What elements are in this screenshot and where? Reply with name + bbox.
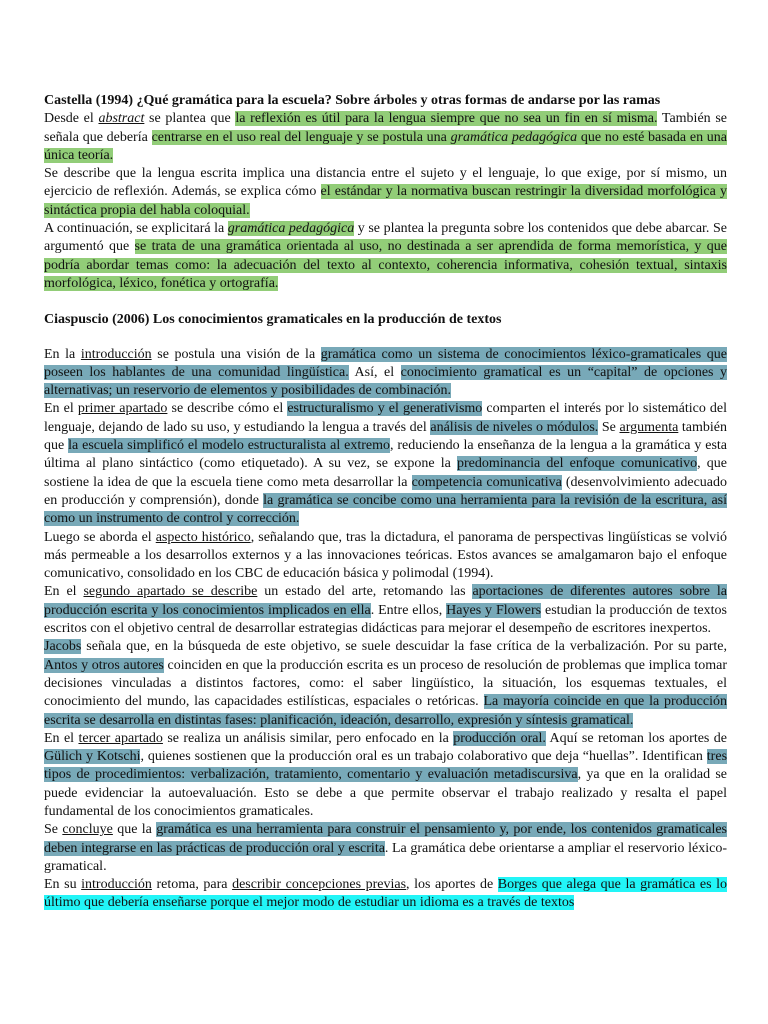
highlighted-text: el estándar y la normativa buscan restringir la diversidad morfológica y sintáctica propia del habla coloquial. bbox=[44, 184, 727, 218]
text-run: se describe cómo el bbox=[167, 401, 288, 417]
highlighted-text: se trata de una gramática orientada al uso, no destinada a ser aprendida de forma memorística, y que podría abordar temas como: la adecuación del texto al contexto, coherencia informativa, cohesión textual, sintaxis morfológica, léxico, fonética y ortografía. bbox=[44, 239, 727, 291]
highlighted-text: Hayes y Flowers bbox=[446, 602, 542, 618]
section-heading-ciaspuscio: Ciaspuscio (2006) Los conocimientos gramaticales en la producción de textos bbox=[44, 312, 502, 328]
highlighted-text: producción oral. bbox=[453, 730, 546, 746]
paragraph bbox=[44, 220, 727, 293]
text-run: retoma, para bbox=[151, 877, 233, 893]
text-run: A continuación, se explicitará la bbox=[44, 221, 228, 237]
highlighted-text: competencia comunicativa bbox=[411, 474, 562, 490]
highlighted-text: introducción bbox=[81, 877, 152, 893]
highlighted-text: tercer apartado bbox=[78, 730, 163, 746]
text-run: , quienes sostienen que la producción oral es un trabajo colaborativo que deja “huellas”. Identifican bbox=[140, 749, 707, 765]
highlighted-text: aportaciones de diferentes autores sobre la producción escrita y los conocimientos implicados en ella bbox=[44, 584, 727, 618]
paragraph bbox=[44, 730, 727, 821]
highlighted-text: gramática pedagógica bbox=[227, 221, 355, 237]
text-run: Se bbox=[598, 419, 620, 435]
heading-spacer bbox=[44, 330, 727, 346]
highlighted-text: centrarse en el uso real del lenguaje y se postula una bbox=[151, 129, 451, 145]
text-run: En el bbox=[44, 730, 79, 746]
highlighted-text: La mayoría coincide en que la producción escrita se desarrolla en distintas fases: planificación, ideación, desarrollo, expresión y síntesis gramatical. bbox=[44, 694, 727, 728]
text-run: se realiza un análisis similar, pero enfocado en la bbox=[162, 730, 454, 746]
paragraph bbox=[44, 638, 727, 729]
text-run: , los aportes de bbox=[406, 877, 498, 893]
text-run: En el bbox=[44, 584, 84, 600]
highlighted-text: gramática pedagógica bbox=[450, 129, 578, 145]
document-page bbox=[44, 92, 727, 913]
text-run: que la bbox=[112, 822, 157, 838]
section-spacer bbox=[44, 293, 727, 311]
text-run: En la bbox=[44, 346, 81, 362]
paragraph bbox=[44, 110, 727, 165]
text-run: se plantea que bbox=[144, 111, 236, 127]
highlighted-text: estructuralismo y el generativismo bbox=[287, 401, 483, 417]
text-run: En el bbox=[44, 401, 78, 417]
text-run: también que bbox=[44, 419, 728, 454]
text-run: . La gramática debe orientarse a ampliar el reservorio léxico-gramatical. bbox=[44, 840, 727, 874]
highlighted-text: describir concepciones previas bbox=[232, 877, 407, 893]
highlighted-text: introducción bbox=[80, 346, 152, 362]
text-run: . Entre ellos, bbox=[370, 602, 447, 618]
highlighted-text: que no esté basada en una única teoría. bbox=[44, 129, 728, 163]
section-ciaspuscio-body bbox=[44, 346, 727, 913]
text-run: coinciden en que la producción escrita es un proceso de resolución de problemas que implica tomar decisiones vinculadas a distintos factores, como: el saber lingüístico, la situación, los esquemas textuales, el conocimiento del mundo, las capacidades estilísticas, espaciales o retóricas. bbox=[44, 657, 727, 710]
paragraph bbox=[44, 821, 727, 876]
paragraph bbox=[44, 400, 727, 528]
highlighted-text: Borges que alega que la gramática es lo último que debería enseñarse porque el mejor modo de estudiar un idioma es a través de textos bbox=[44, 877, 727, 911]
text-run: estudian la producción de textos escritos con el objetivo central de desarrollar estrategias didácticas para mejorar el desempeño de escritores inexpertos. bbox=[44, 602, 727, 637]
paragraph bbox=[44, 529, 727, 584]
highlighted-text: gramática como un sistema de conocimientos léxico-gramaticales que poseen los hablantes de una comunidad lingüística. bbox=[44, 346, 727, 380]
section-heading-castella: Castella (1994) ¿Qué gramática para la escuela? Sobre árboles y otras formas de andarse por las ramas bbox=[44, 93, 661, 108]
highlighted-text: tres tipos de procedimientos: verbalización, tratamiento, comentario y evaluación metadiscursiva bbox=[44, 749, 728, 783]
highlighted-text: la escuela simplificó el modelo estructuralista al extremo bbox=[68, 438, 390, 454]
highlighted-text: argumenta bbox=[619, 419, 679, 435]
highlighted-text: segundo apartado se describe bbox=[83, 584, 258, 600]
text-run: se postula una visión de la bbox=[151, 346, 321, 362]
highlighted-text: la reflexión es útil para la lengua siempre que no sea un fin en sí misma. bbox=[235, 111, 658, 127]
text-run: un estado del arte, retomando las bbox=[257, 584, 473, 600]
paragraph bbox=[44, 876, 727, 913]
highlighted-text: abstract bbox=[98, 111, 145, 127]
highlighted-text: Jacobs bbox=[44, 639, 82, 655]
text-run: Así, el bbox=[348, 364, 401, 380]
text-run: Luego se aborda el bbox=[44, 529, 156, 545]
highlighted-text: aspecto histórico bbox=[155, 529, 251, 545]
text-run: También se señala que debería bbox=[44, 111, 728, 145]
highlighted-text: la gramática se concibe como una herramienta para la revisión de la escritura, así como un instrumento de control y corrección. bbox=[44, 492, 727, 527]
text-run: comparten el interés por lo sistemático del lenguaje, dejando de lado su uso, y estudiando la lengua a través del bbox=[44, 401, 727, 435]
text-run: (desenvolvimiento adecuado en producción y comprensión), donde bbox=[44, 474, 728, 508]
paragraph bbox=[44, 165, 727, 220]
paragraph bbox=[44, 346, 727, 401]
text-run: , señalando que, tras la dictadura, el panorama de perspectivas lingüísticas se volvió más permeable a los desarrollos externos y a las innovaciones teóricas. Estos avances se amalgamaron bajo el enfoque comunicativo, consolidado en los CBC de educación básica y polimodal (1994). bbox=[44, 529, 727, 582]
section-castella-body bbox=[44, 110, 727, 293]
text-run: Se bbox=[44, 822, 63, 838]
highlighted-text: Antos y otros autores bbox=[44, 657, 164, 673]
text-run: Aquí se retoman los aportes de bbox=[545, 730, 727, 746]
text-run: y se plantea la pregunta sobre los contenidos que debe abarcar. Se argumentó que bbox=[44, 221, 727, 255]
text-run: , reduciendo la enseñanza de la lengua a la gramática y esta última al plano sintáctico (como etiquetado). A su vez, se expone la bbox=[44, 438, 727, 472]
highlighted-text: predominancia del enfoque comunicativo bbox=[457, 456, 698, 472]
highlighted-text: concluye bbox=[62, 822, 113, 838]
highlighted-text: Gülich y Kotschi bbox=[44, 749, 141, 765]
text-run: , ya que en la oralidad se puede evidenciar la autoevaluación. Esto se debe a que permite observar el trabajo realizado y resalta el papel fundamental de los conocimientos gramaticales. bbox=[44, 767, 728, 819]
highlighted-text: conocimiento gramatical es un “capital” de opciones y alternativas; un reservorio de elementos y posibilidades de combinación. bbox=[44, 364, 728, 399]
text-run: , que sostiene la idea de que la escuela tiene como meta desarrollar la bbox=[44, 456, 727, 490]
text-run: Se describe que la lengua escrita implica una distancia entre el sujeto y el lenguaje, lo que exige, por sí mismo, un ejercicio de reflexión. Además, se explica cómo bbox=[44, 166, 727, 200]
highlighted-text: gramática es una herramienta para construir el pensamiento y, por ende, los contenidos gramaticales deben integrarse en las prácticas de producción oral y escrita bbox=[44, 822, 728, 856]
highlighted-text: primer apartado bbox=[77, 401, 168, 417]
text-run: Desde el bbox=[44, 111, 99, 127]
paragraph bbox=[44, 583, 727, 638]
text-run: En su bbox=[44, 877, 82, 893]
highlighted-text: análisis de niveles o módulos. bbox=[430, 419, 599, 435]
text-run: señala que, en la búsqueda de este objetivo, se suele descuidar la fase crítica de la verbalización. Por su parte, bbox=[81, 639, 727, 655]
